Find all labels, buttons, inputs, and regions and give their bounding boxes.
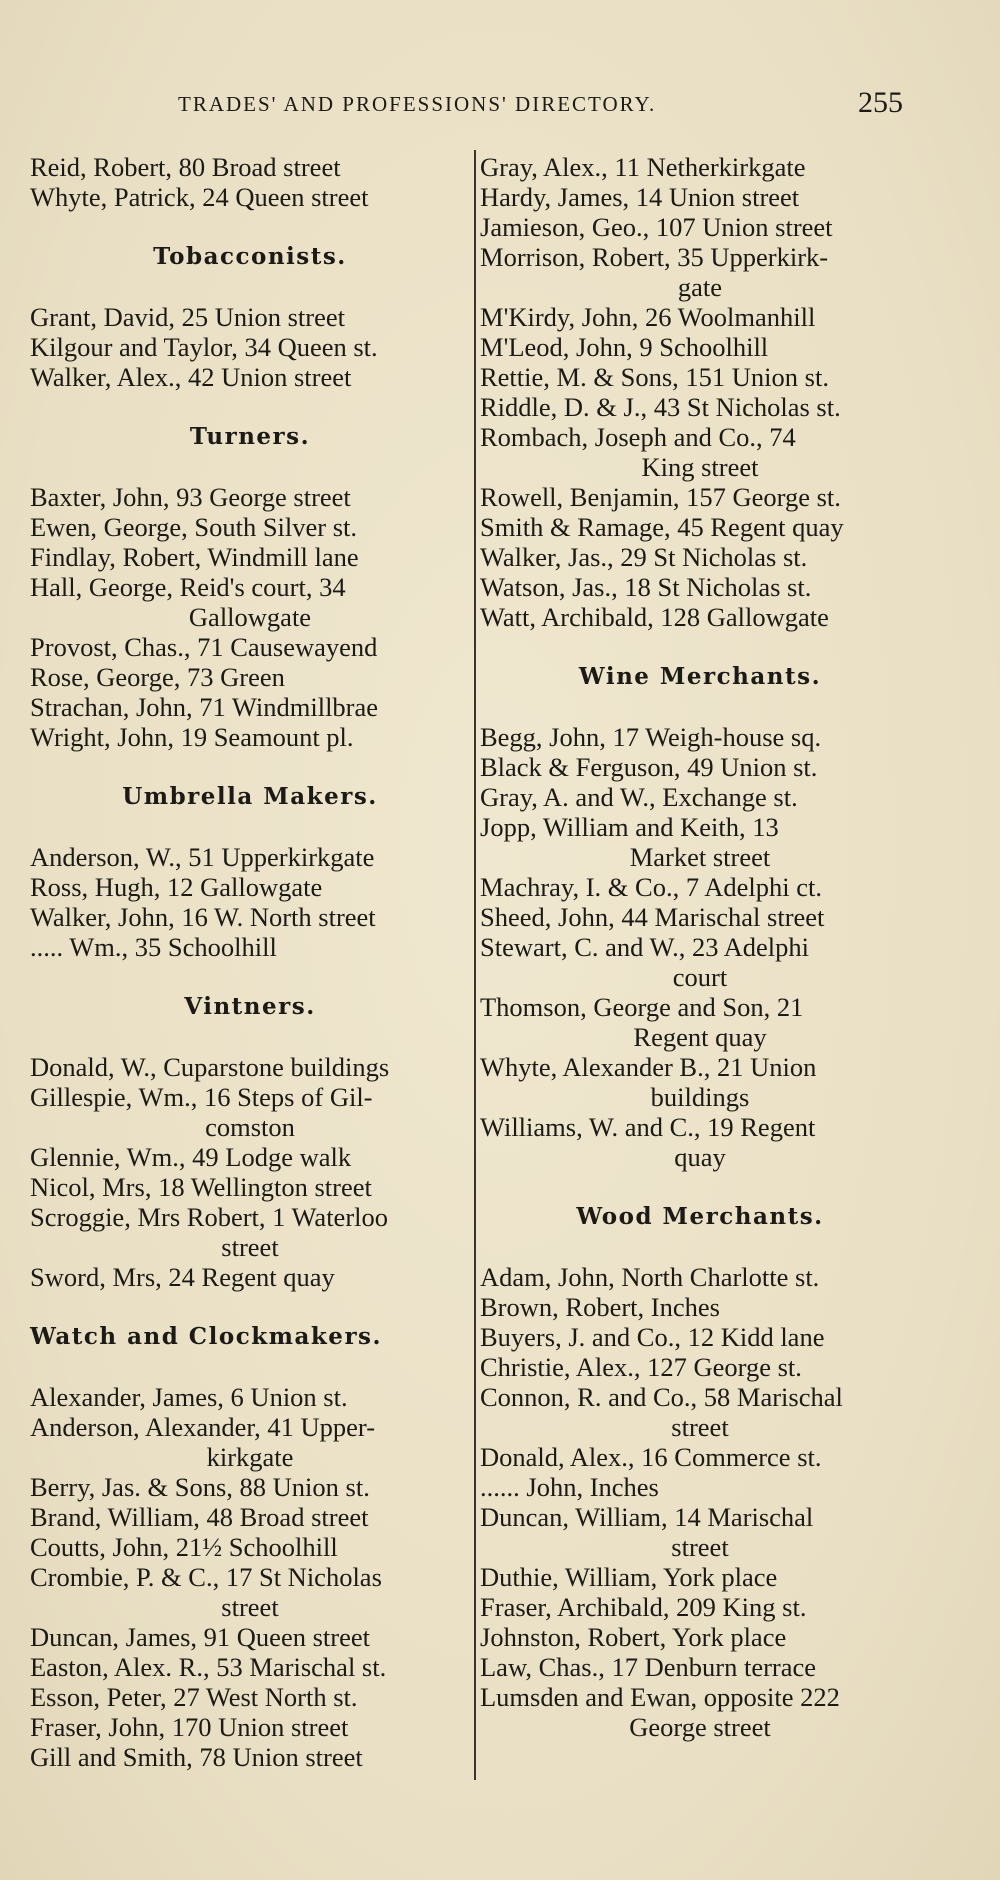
list-item: Buyers, J. and Co., 12 Kidd lane: [480, 1322, 825, 1352]
list-item: Ewen, George, South Silver st.: [30, 512, 358, 542]
list-item: Gray, Alex., 11 Netherkirkgate: [480, 152, 806, 182]
list-item: Stewart, C. and W., 23 Adelphi: [480, 932, 810, 962]
section-continued-left: [30, 152, 470, 212]
section-continued-right: [480, 152, 920, 632]
list-item: Coutts, John, 21½ Schoolhill: [30, 1532, 338, 1562]
list-item: Grant, David, 25 Union street: [30, 302, 345, 332]
list-item: Jopp, William and Keith, 13: [480, 812, 779, 842]
list-item: Riddle, D. & J., 43 St Nicholas st.: [480, 392, 841, 422]
list-item: Brown, Robert, Inches: [480, 1292, 720, 1322]
list-item: Crombie, P. & C., 17 St Nicholas: [30, 1562, 382, 1592]
list-item: Walker, Jas., 29 St Nicholas st.: [480, 542, 808, 572]
list-item: Walker, John, 16 W. North street: [30, 902, 376, 932]
section-wood-merchants: [480, 1202, 920, 1742]
list-item: Rombach, Joseph and Co., 74: [480, 422, 796, 452]
list-item-continuation: court: [672, 962, 728, 992]
list-item-continuation: street: [221, 1232, 279, 1262]
list-item: Brand, William, 48 Broad street: [30, 1502, 369, 1532]
section-tobacconists: [30, 242, 470, 392]
list-item: Rose, George, 73 Green: [30, 662, 285, 692]
list-item: Gill and Smith, 78 Union street: [30, 1742, 363, 1772]
section-turners: [30, 422, 470, 752]
list-item: Alexander, James, 6 Union st.: [30, 1382, 348, 1412]
list-item: Glennie, Wm., 49 Lodge walk: [30, 1142, 352, 1172]
list-item-continuation: street: [221, 1592, 279, 1622]
page-number: 255: [858, 86, 903, 119]
list-item: Johnston, Robert, York place: [480, 1622, 787, 1652]
list-item: Machray, I. & Co., 7 Adelphi ct.: [480, 872, 822, 902]
list-item: Baxter, John, 93 George street: [30, 482, 351, 512]
list-item-continuation: Regent quay: [633, 1022, 767, 1052]
section-heading: Turners.: [189, 423, 311, 450]
running-title: TRADES' AND PROFESSIONS' DIRECTORY.: [178, 92, 657, 116]
list-item: Sword, Mrs, 24 Regent quay: [30, 1262, 335, 1292]
list-item: Fraser, Archibald, 209 King st.: [480, 1592, 807, 1622]
section-heading: Vintners.: [184, 993, 316, 1020]
list-item-continuation: comston: [205, 1112, 295, 1142]
list-item: Kilgour and Taylor, 34 Queen st.: [30, 332, 378, 362]
list-item: Connon, R. and Co., 58 Marischal: [480, 1382, 843, 1412]
list-item: Reid, Robert, 80 Broad street: [30, 152, 341, 182]
list-item: Whyte, Alexander B., 21 Union: [480, 1052, 817, 1082]
list-item-continuation: kirkgate: [206, 1442, 294, 1472]
section-heading: Tobacconists.: [153, 243, 347, 270]
list-item: Duncan, James, 91 Queen street: [30, 1622, 370, 1652]
list-item: Christie, Alex., 127 George st.: [480, 1352, 802, 1382]
list-item: Watt, Archibald, 128 Gallowgate: [480, 602, 829, 632]
list-item: Lumsden and Ewan, opposite 222: [480, 1682, 840, 1712]
list-item: Fraser, John, 170 Union street: [30, 1712, 349, 1742]
list-item: Findlay, Robert, Windmill lane: [30, 542, 359, 572]
section-vintners: [30, 992, 470, 1292]
section-heading: Watch and Clockmakers.: [30, 1323, 383, 1350]
list-item: Nicol, Mrs, 18 Wellington street: [30, 1172, 372, 1202]
section-watch-clockmakers: [30, 1322, 470, 1772]
list-item: Donald, Alex., 16 Commerce st.: [480, 1442, 822, 1472]
list-item: M'Leod, John, 9 Schoolhill: [480, 332, 769, 362]
section-heading: Wine Merchants.: [578, 663, 822, 690]
list-item: Black & Ferguson, 49 Union st.: [480, 752, 818, 782]
list-item: Thomson, George and Son, 21: [480, 992, 804, 1022]
list-item: Morrison, Robert, 35 Upperkirk-: [480, 242, 829, 272]
list-item: Hardy, James, 14 Union street: [480, 182, 800, 212]
list-item: Anderson, W., 51 Upperkirkgate: [30, 842, 375, 872]
list-item: Hall, George, Reid's court, 34: [30, 572, 346, 602]
list-item: Provost, Chas., 71 Causewayend: [30, 632, 378, 662]
list-item: Anderson, Alexander, 41 Upper-: [30, 1412, 376, 1442]
list-item: Ross, Hugh, 12 Gallowgate: [30, 872, 323, 902]
list-item: Adam, John, North Charlotte st.: [480, 1262, 820, 1292]
running-head: [0, 86, 1000, 126]
list-item: M'Kirdy, John, 26 Woolmanhill: [480, 302, 816, 332]
left-column: [30, 152, 470, 1772]
list-item: Smith & Ramage, 45 Regent quay: [480, 512, 844, 542]
list-item: Watson, Jas., 18 St Nicholas st.: [480, 572, 812, 602]
list-item: ...... John, Inches: [480, 1472, 659, 1502]
list-item: Duthie, William, York place: [480, 1562, 778, 1592]
right-column: [480, 152, 920, 1742]
list-item: Begg, John, 17 Weigh-house sq.: [480, 722, 822, 752]
list-item-continuation: Market street: [629, 842, 771, 872]
list-item-continuation: buildings: [650, 1082, 750, 1112]
list-item: Whyte, Patrick, 24 Queen street: [30, 182, 369, 212]
section-heading: Wood Merchants.: [576, 1203, 824, 1230]
list-item: Jamieson, Geo., 107 Union street: [480, 212, 833, 242]
list-item-continuation: Gallowgate: [188, 602, 312, 632]
column-divider: [474, 150, 476, 1780]
list-item: Rowell, Benjamin, 157 George st.: [480, 482, 841, 512]
list-item: Duncan, William, 14 Marischal: [480, 1502, 814, 1532]
list-item: Scroggie, Mrs Robert, 1 Waterloo: [30, 1202, 389, 1232]
list-item: Gillespie, Wm., 16 Steps of Gil-: [30, 1082, 373, 1112]
list-item: Wright, John, 19 Seamount pl.: [30, 722, 354, 752]
list-item-continuation: gate: [677, 272, 723, 302]
list-item-continuation: quay: [674, 1142, 726, 1172]
list-item: Strachan, John, 71 Windmillbrae: [30, 692, 379, 722]
list-item-continuation: King street: [641, 452, 759, 482]
list-item: Rettie, M. & Sons, 151 Union st.: [480, 362, 829, 392]
list-item: Easton, Alex. R., 53 Marischal st.: [30, 1652, 387, 1682]
list-item-continuation: George street: [629, 1712, 771, 1742]
list-item: ..... Wm., 35 Schoolhill: [30, 932, 277, 962]
list-item: Donald, W., Cuparstone buildings: [30, 1052, 390, 1082]
list-item: Law, Chas., 17 Denburn terrace: [480, 1652, 817, 1682]
list-item-continuation: street: [671, 1412, 729, 1442]
list-item: Williams, W. and C., 19 Regent: [480, 1112, 816, 1142]
list-item-continuation: street: [671, 1532, 729, 1562]
section-wine-merchants: [480, 662, 920, 1172]
section-heading: Umbrella Makers.: [122, 783, 378, 810]
list-item: Walker, Alex., 42 Union street: [30, 362, 352, 392]
list-item: Berry, Jas. & Sons, 88 Union st.: [30, 1472, 370, 1502]
list-item: Sheed, John, 44 Marischal street: [480, 902, 825, 932]
list-item: Esson, Peter, 27 West North st.: [30, 1682, 358, 1712]
section-umbrella-makers: [30, 782, 470, 962]
list-item: Gray, A. and W., Exchange st.: [480, 782, 798, 812]
